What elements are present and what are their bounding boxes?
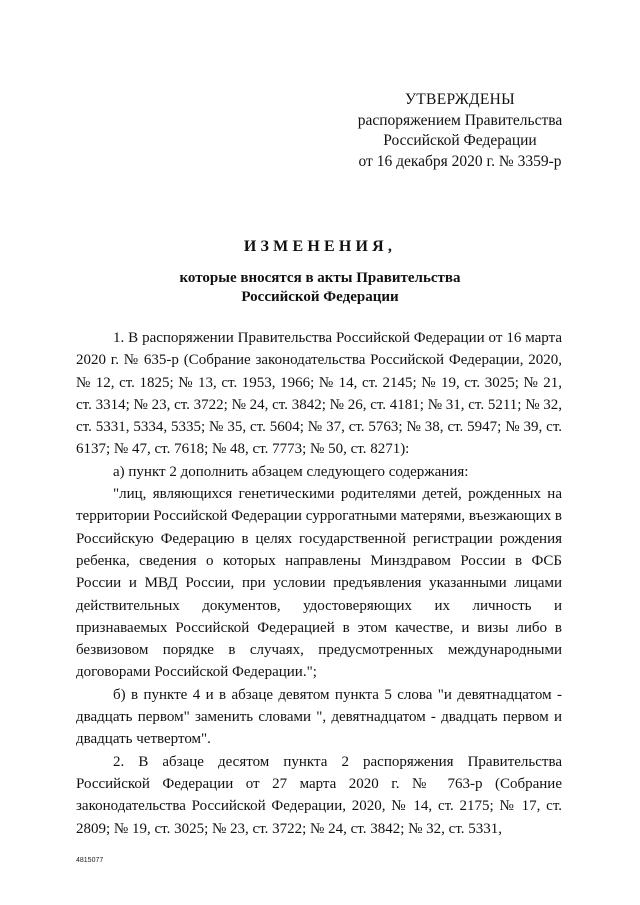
approval-title: УТВЕРЖДЕНЫ [405, 91, 515, 108]
document-title: ИЗМЕНЕНИЯ, [243, 238, 397, 255]
approval-stamp [340, 90, 580, 172]
approval-government: Российской Федерации [383, 132, 537, 149]
document-number: 4815077 [76, 857, 104, 864]
approval-authority: распоряжением Правительства [357, 111, 563, 129]
paragraph-subitem-a: а) пункт 2 дополнить абзацем следующего содержания: [113, 463, 469, 480]
document-title-block [76, 236, 564, 307]
document-subtitle-line-1: которые вносятся в акты Правительства [179, 270, 461, 286]
paragraph-subitem-b: б) в пункте 4 и в абзаце девятом пункта 5 слова "и девятнадцатом - двадцать первом" заменить словами ", девятнадцатом - двадцать первом и двадцать четвертом". [76, 686, 562, 748]
paragraph-item-2: 2. В абзаце десятом пункта 2 распоряжения Правительства Российской Федерации от 27 марта 2020 г. № 763-р (Собрание законодательства Российской Федерации, 2020, № 14, ст. 2175; № 17, ст. 2809; № 19, ст. 3025; № 23, ст. 3722; № 24, ст. 3842; № 32, ст. 5331, [76, 753, 562, 837]
paragraph-quote: "лиц, являющихся генетическими родителями детей, рожденных на территории Российской Федерации суррогатными матерями, въезжающих в Российскую Федерацию в целях государственной регистрации рождения ребенка, сведения о которых направлены Минздравом России в ФСБ России и МВД России, при условии предъявления указанными лицами действительных документов, удостоверяющих их личность и признаваемых Российской Федерацией в этом качестве, и визы либо в безвизовом порядке в случаях, предусмотренных международными договорами Российской Федерации."; [76, 486, 562, 681]
document-subtitle-line-2: Российской Федерации [241, 289, 399, 305]
approval-date-number: от 16 декабря 2020 г. № 3359-р [358, 152, 562, 170]
paragraph-item-1: 1. В распоряжении Правительства Российской Федерации от 16 марта 2020 г. № 635-р (Собрание законодательства Российской Федерации, 2020, № 12, ст. 1825; № 13, ст. 1953, 1966; № 14, ст. 2145; № 19, ст. 3025; № 21, ст. 3314; № 23, ст. 3722; № 24, ст. 3842; № 26, ст. 4181; № 31, ст. 5211; № 32, ст. 5331, 5334, 5335; № 35, ст. 5604; № 37, ст. 5763; № 38, ст. 5947; № 39, ст. 6137; № 47, ст. 7618; № 48, ст. 7773; № 50, ст. 8271): [76, 330, 563, 458]
document-body [76, 327, 562, 840]
